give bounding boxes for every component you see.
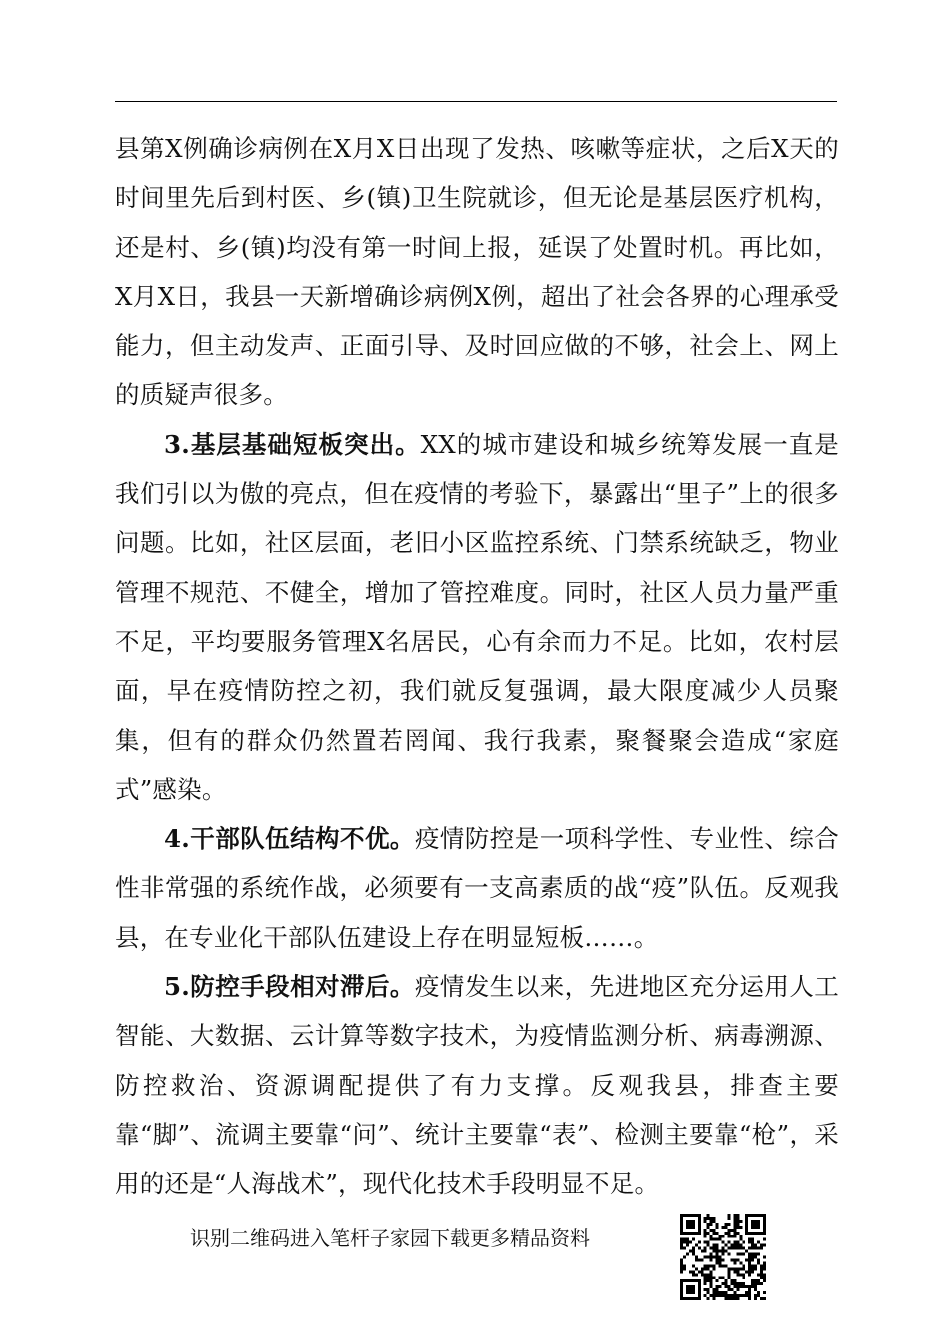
header-rule [115,101,837,102]
paragraph-continuation [115,124,839,420]
paragraph-text: 疫情发生以来，先进地区充分运用人工智能、大数据、云计算等数字技术，为疫情监测分析、病毒溯源、防控救治、资源调配提供了有力支撑。反观我县，排查主要靠“脚”、流调主要靠“问”、统计主要靠“表”、检测主要靠“枪”，采用的还是“人海战术”，现代化技术手段明显不足。 [115,972,839,1199]
paragraph-text: 疫情防控是一项科学性、专业性、综合性非常强的系统作战，必须要有一支高素质的战“疫”队伍。反观我县，在专业化干部队伍建设上存在明显短板……。 [115,824,839,952]
document-body [115,124,839,1209]
qr-code-icon[interactable] [680,1214,766,1300]
paragraph-text: XX的城市建设和城乡统筹发展一直是我们引以为傲的亮点，但在疫情的考验下，暴露出“里子”上的很多问题。比如，社区层面，老旧小区监控系统、门禁系统缺乏，物业管理不规范、不健全，增加了管控难度。同时，社区人员力量严重不足，平均要服务管理X名居民，心有余而力不足。比如，农村层面，早在疫情防控之初，我们就反复强调，最大限度减少人员聚集，但有的群众仍然置若罔闻、我行我素，聚餐聚会造成“家庭式”感染。 [115,429,839,804]
paragraph-grassroots [115,420,839,814]
paragraph-text: 县第X例确诊病例在X月X日出现了发热、咳嗽等症状，之后X天的时间里先后到村医、乡(镇)卫生院就诊，但无论是基层医疗机构，还是村、乡(镇)均没有第一时间上报，延误了处置时机。再比如，X月X日，我县一天新增确诊病例X例，超出了社会各界的心理承受能力，但主动发声、正面引导、及时回应做的不够，社会上、网上的质疑声很多。 [115,134,839,410]
paragraph-methods [115,962,839,1208]
section-heading: 3.基层基础短板突出。 [164,429,421,459]
paragraph-cadre [115,814,839,962]
footer-note: 识别二维码进入笔杆子家园下载更多精品资料 [190,1226,590,1250]
section-heading: 4.干部队伍结构不优。 [164,824,415,854]
section-heading: 5.防控手段相对滞后。 [164,972,415,1002]
